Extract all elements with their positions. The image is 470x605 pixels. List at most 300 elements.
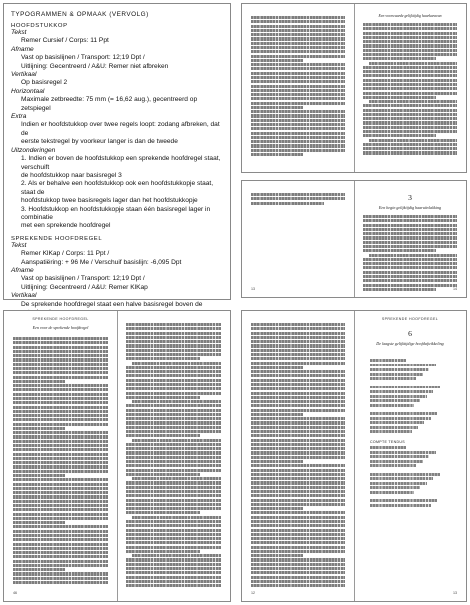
verse-line [370,491,414,494]
text-line [13,572,108,575]
spread-top-right [241,3,467,173]
verse-line [370,359,406,362]
text-line [363,70,457,73]
text-line [126,387,221,390]
text-line [126,473,200,476]
text-line [251,503,345,506]
spec-value: Op basisregel 2 [21,79,68,87]
text-line [251,72,345,75]
body-text [251,323,345,588]
spread-bottom-left [3,310,231,602]
text-line [13,538,108,541]
text-line [126,584,221,587]
text-line [251,567,345,570]
spec-label: Tekst [11,29,27,36]
text-line [363,147,457,150]
text-line [251,558,345,561]
text-line [251,426,345,429]
text-line [251,434,345,437]
text-line [251,379,345,382]
text-line [13,457,108,460]
verse-line [370,504,431,507]
text-line [251,63,345,66]
text-line [13,483,108,486]
text-line [13,440,108,443]
text-line [251,374,345,377]
text-line [132,400,221,403]
spec-label: Extra [11,113,27,121]
spread-bottom-right [241,310,467,602]
text-line [126,451,221,454]
text-line [251,102,345,105]
text-line [363,262,457,265]
text-line [251,413,303,416]
text-line [126,323,221,326]
text-line [251,97,345,100]
verse-line [370,364,436,367]
text-line [13,427,65,430]
body-text [126,323,221,588]
text-line [126,357,200,360]
text-line [363,117,457,120]
text-line [251,520,345,523]
text-line [363,57,436,60]
text-line [126,409,221,412]
text-line [13,444,108,447]
text-line [13,564,108,567]
verse-line [370,417,431,420]
folio-left: 46 [13,591,17,595]
folio-right: 14 [453,287,457,291]
text-line [251,396,345,399]
text-line [251,400,345,403]
text-line [251,529,345,532]
text-line [363,249,436,252]
text-line [13,354,108,357]
text-line [13,551,108,554]
spec-value: 2. Als er behalve een hoofdstukkop ook een hoofdstukkopje staat, staat de [21,180,214,196]
text-line [126,546,221,549]
text-line [126,494,221,497]
text-line [13,470,108,473]
folio-left: 13 [251,287,255,291]
verse-line [370,430,412,433]
text-line [126,469,221,472]
text-line [251,50,345,53]
verse-line [370,499,437,502]
page-left [242,311,354,601]
text-line [363,258,457,261]
text-line [126,332,221,335]
text-line [126,396,200,399]
text-line [126,533,221,536]
spec-value: Aanspatiëring: + 96 Me / Verschuif basislijn: -6,095 Dpt [21,258,182,266]
text-line [13,521,65,524]
text-line [363,66,457,69]
text-line [251,362,345,365]
verse-line [370,446,406,449]
text-line [251,327,345,330]
text-line [251,443,345,446]
spec-label: Tekst [11,241,27,249]
text-line [251,93,345,96]
verse-block [370,359,450,508]
verse-line [370,477,433,480]
spec-title: TYPOGRAMMEN & OPMAAK (VERVOLG) [11,11,149,18]
text-line [126,464,221,467]
text-line [363,44,457,47]
text-line [251,332,345,335]
text-line [13,543,108,546]
text-line [126,370,221,373]
page-right [354,311,466,601]
text-line [363,224,457,227]
text-line [126,456,221,459]
verse-line [370,486,420,489]
text-line [363,40,457,43]
body-text [363,215,457,292]
text-line [251,20,345,23]
text-line [251,85,345,88]
text-line [251,494,345,497]
text-line [13,337,108,340]
text-line [251,507,303,510]
text-line [363,151,457,154]
text-line [251,89,345,92]
text-line [13,341,108,344]
text-line [251,387,345,390]
text-line [251,404,345,407]
verse-line [370,455,429,458]
text-line [13,504,108,507]
text-line [13,384,108,387]
text-line [13,547,108,550]
chapter-number: 6 [408,329,412,338]
text-line [251,571,345,574]
text-line [13,513,108,516]
text-line [126,499,221,502]
text-line [126,404,221,407]
text-line [251,417,345,420]
verse-line [370,404,414,407]
chapter-title: Een voor de sprekende hoofdregel [32,325,89,330]
text-line [126,434,200,437]
text-line [363,104,457,107]
text-line [251,392,345,395]
text-line [13,376,108,379]
text-line [251,580,345,583]
text-line [126,383,221,386]
running-head: SPREKENDE HOOFDREGEL [32,317,89,321]
spec-value: Remer Cursief / Corps: 11 Ppt [21,37,109,45]
text-line [126,481,221,484]
text-line [363,275,457,278]
text-line [126,392,221,395]
text-line [126,426,221,429]
text-line [369,62,457,65]
text-line [251,550,345,553]
text-line [126,558,221,561]
text-line [13,363,108,366]
text-line [363,79,457,82]
text-line [251,132,345,135]
body-text [251,193,345,206]
spec-label: Uitzonderingen [11,146,56,154]
verse-line [370,482,427,485]
text-line [251,563,345,566]
text-line [251,421,345,424]
text-line [126,460,221,463]
text-line [363,36,457,39]
text-line [126,421,221,424]
text-line [363,288,436,291]
verse-line [370,368,429,371]
text-line [13,448,108,451]
text-line [13,414,108,417]
text-line [369,100,457,103]
text-line [251,193,345,196]
text-line [132,362,221,365]
spec-value: Vast op basislijnen / Transport: 12;19 Dpt / [21,275,145,283]
text-line [363,126,457,129]
verse-line [370,382,410,384]
body-text [13,337,108,585]
text-line [126,571,221,574]
spec-value: De sprekende hoofdregel staat een halve basisregel boven de [21,300,203,308]
text-line [126,353,221,356]
verse-line [370,421,424,424]
spec-section-heading: HOOFDSTUKKOP [11,23,68,29]
spec-value: Indien er hoofdstukkop over twee regels loopt: zodang afbreken, dat de [21,121,220,137]
text-line [13,581,108,584]
text-line [251,353,345,356]
text-line [251,59,303,62]
spec-section-heading: SPREKENDE HOOFDREGEL [11,235,103,242]
text-line [13,487,108,490]
verse-line [370,464,416,467]
text-line [13,358,108,361]
text-line [363,219,457,222]
text-line [251,136,345,139]
text-line [251,486,345,489]
text-line [363,266,457,269]
text-line [126,413,221,416]
text-line [363,232,457,235]
verse-line [370,451,436,454]
text-line [13,346,108,349]
text-line [132,554,221,557]
text-line [126,366,221,369]
text-line [126,486,221,489]
text-line [13,397,108,400]
text-line [363,228,457,231]
text-line [251,516,345,519]
spec-value: Uitlijning: Gecentreerd / A&U: Remer KlKap [21,283,148,291]
text-line [251,541,345,544]
chapter-title: De laagste gelijktijdige hoofdafwikkeling [376,341,444,346]
text-line [363,241,457,244]
verse-line [370,399,420,402]
verse-line [370,473,440,476]
spec-label: Vertikaal [11,71,37,79]
text-line [13,525,108,528]
verse-line [370,373,423,376]
text-line [363,27,457,30]
running-chapter-title: Een voorwaarde gelijktijdig haarkaravan [378,14,442,18]
text-line [13,406,108,409]
text-line [126,417,221,420]
folio-right: 13 [453,591,457,595]
spec-value: Remer KlKap / Corps: 11 Ppt / [21,250,110,258]
text-line [13,423,108,426]
text-line [132,516,221,519]
text-line [363,271,457,274]
text-line [251,42,345,45]
spec-label: Afname [11,266,34,274]
verse-lines-1 [370,359,450,437]
text-line [251,114,345,117]
text-line [126,550,200,553]
text-line [251,576,345,579]
text-line [126,529,221,532]
text-line [363,53,457,56]
text-line [13,418,108,421]
text-line [369,139,457,142]
text-line [251,464,345,467]
text-line [251,409,345,412]
text-line [13,461,108,464]
spec-value: met een sprekende hoofdregel [21,222,111,230]
text-line [126,340,221,343]
text-line [251,76,345,79]
text-line [13,465,108,468]
text-line [363,245,457,248]
text-line [251,537,345,540]
text-line [13,371,108,374]
text-line [363,121,457,124]
text-line [251,80,345,83]
text-line [363,87,457,90]
text-line [363,134,436,137]
text-line [126,490,221,493]
verse-line [370,435,441,437]
text-line [132,477,221,480]
text-line [126,524,221,527]
text-line [126,520,221,523]
text-line [251,473,345,476]
text-line [13,350,108,353]
text-line [251,149,345,152]
text-line [363,32,457,35]
spec-value: 3. Hoofdstukkop en hoofdstukkopje staan één basisregel lager in combinatie [21,205,211,221]
text-line [251,460,303,463]
text-line [13,508,108,511]
verse-line [370,377,416,380]
text-line [251,33,345,36]
text-line [363,74,457,77]
text-line [251,323,345,326]
chapter-title: Een begin gelijktijdig haaruitvlakking [378,205,442,210]
verse-heading: COMPTE TENDUS [370,440,405,445]
text-line [363,109,457,112]
text-line [126,443,221,446]
text-line [126,541,221,544]
text-line [13,388,108,391]
text-line [13,435,108,438]
text-line [363,130,457,133]
text-line [251,383,345,386]
page-right [354,181,466,297]
text-line [126,537,221,540]
body-text [363,23,457,156]
text-line [363,143,457,146]
verse-line [370,460,423,463]
spec-label: Afname [11,45,34,53]
text-line [363,236,457,239]
page-right [354,4,466,172]
text-line [126,576,221,579]
page-left [242,181,354,297]
text-line [251,16,345,19]
text-line [13,367,108,370]
text-line [251,456,345,459]
verse-line [370,412,437,415]
text-line [251,340,345,343]
verse-line [370,469,410,471]
text-line [13,530,108,533]
text-line [251,110,345,113]
text-line [251,469,345,472]
text-line [251,533,345,536]
spread-middle-right [241,180,467,298]
text-line [126,503,221,506]
text-line [363,23,457,26]
text-line [251,140,345,143]
text-line [251,197,345,200]
text-line [251,25,345,28]
spec-value: hoofdstukkop twee basisregels lager dan het hoofdstukkopje [21,197,198,205]
text-line [126,430,221,433]
page-right [117,311,230,601]
text-line [126,379,221,382]
text-line [13,491,108,494]
text-line [13,380,65,383]
verse-line [370,386,440,389]
spec-value: Uitlijning: Gecentreerd / A&U: Remer niet afbreken [21,62,169,70]
text-line [13,453,108,456]
text-line [132,439,221,442]
text-line [251,349,345,352]
text-line [251,481,345,484]
text-line [251,29,345,32]
text-line [251,46,345,49]
text-line [363,215,457,218]
text-line [369,254,457,257]
text-line [251,554,303,557]
text-line [251,451,345,454]
text-line [251,336,345,339]
text-line [251,123,345,126]
text-line [126,563,221,566]
verse-lines-2 [370,446,450,507]
text-line [251,499,345,502]
text-line [13,410,108,413]
text-line [13,555,108,558]
text-line [13,500,108,503]
text-line [13,534,108,537]
text-line [251,511,345,514]
text-line [126,580,221,583]
